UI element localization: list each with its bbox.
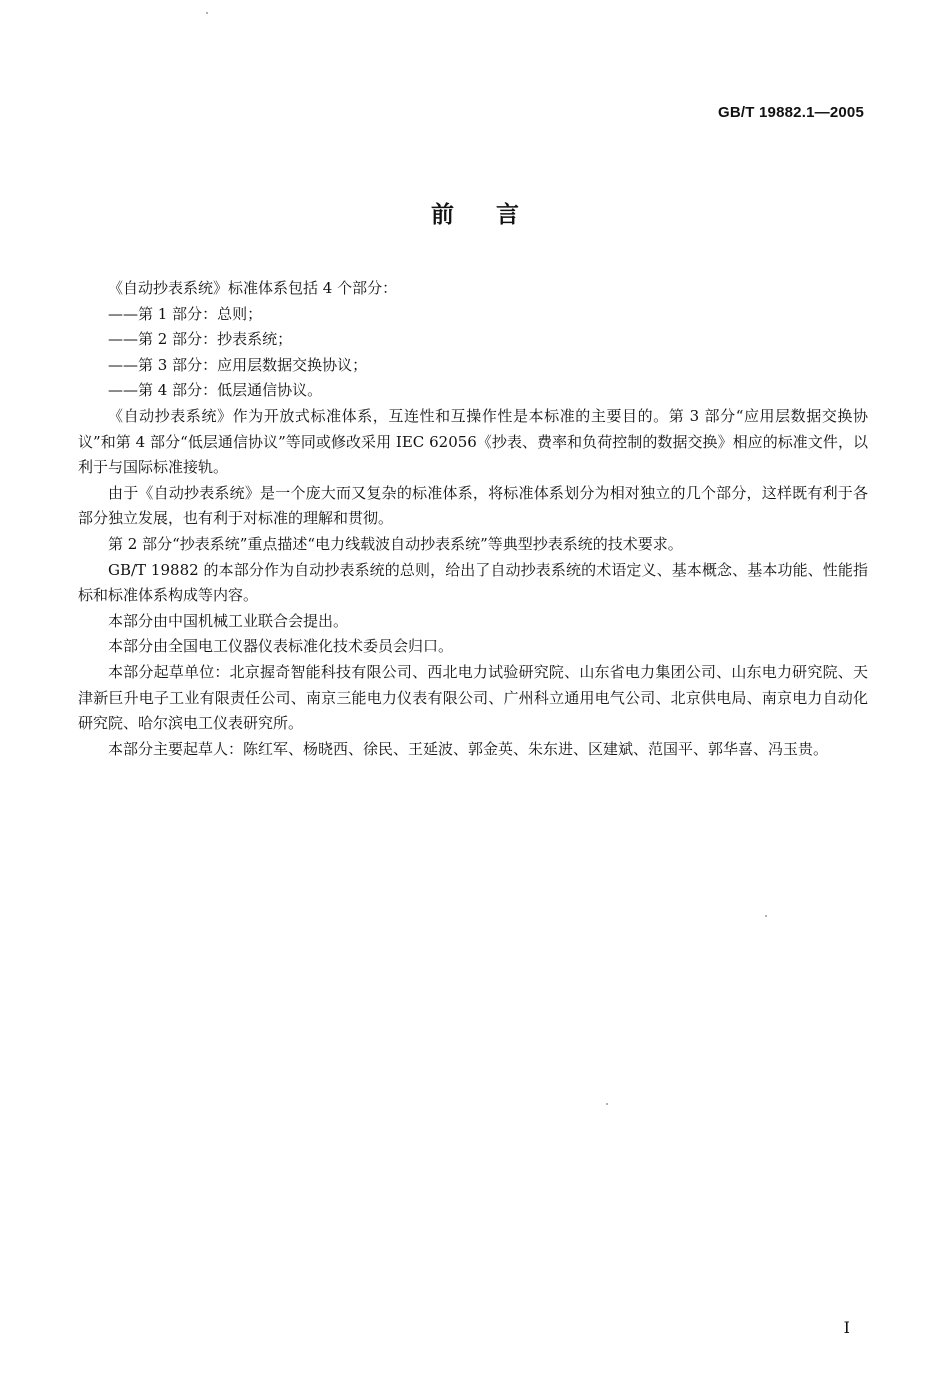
- intro-paragraph: 《自动抄表系统》标准体系包括 4 个部分：: [108, 279, 398, 297]
- standard-number: GB/T 19882.1—2005: [718, 104, 864, 121]
- part-list-item: ——第 4 部分：低层通信协议。: [108, 381, 323, 400]
- part-list-item: ——第 2 部分：抄表系统；: [108, 330, 293, 349]
- scan-speck: [606, 1103, 608, 1105]
- scan-speck: [206, 12, 208, 14]
- body-paragraph: 本部分由中国机械工业联合会提出。: [108, 611, 349, 630]
- drafting-units-paragraph: 本部分起草单位：北京握奇智能科技有限公司、西北电力试验研究院、山东省电力集团公司、山东电力研究院、天津新巨升电子工业有限责任公司、南京三能电力仪表有限公司、广州科立通用电气公司、北京供电局、南京电力自动化研究院、哈尔滨电工仪表研究所。: [78, 662, 868, 733]
- part-list-item: ——第 1 部分：总则；: [108, 304, 263, 323]
- body-paragraph: 《自动抄表系统》作为开放式标准体系，互连性和互操作性是本标准的主要目的。第 3 部分“应用层数据交换协议”和第 4 部分“低层通信协议”等同或修改采用 IEC 62056《抄表、费率和负荷控制的数据交换》相应的标准文件，以利于与国际标准接轨。: [78, 406, 868, 477]
- page-title: 前言: [431, 202, 561, 228]
- drafters-paragraph: 本部分主要起草人：陈红军、杨晓西、徐民、王延波、郭金英、朱东进、区建斌、范国平、郭华喜、冯玉贵。: [108, 739, 829, 758]
- body-paragraph: GB/T 19882 的本部分作为自动抄表系统的总则，给出了自动抄表系统的术语定义、基本概念、基本功能、性能指标和标准体系构成等内容。: [78, 560, 868, 605]
- page-number: I: [843, 1318, 850, 1337]
- body-paragraph: 第 2 部分“抄表系统”重点描述“电力线载波自动抄表系统”等典型抄表系统的技术要求。: [108, 534, 683, 553]
- body-paragraph: 由于《自动抄表系统》是一个庞大而又复杂的标准体系，将标准体系划分为相对独立的几个部分，这样既有利于各部分独立发展，也有利于对标准的理解和贯彻。: [78, 483, 868, 528]
- foreword-body: [78, 276, 868, 762]
- body-paragraph: 本部分由全国电工仪器仪表标准化技术委员会归口。: [108, 637, 454, 656]
- scan-speck: [765, 915, 767, 917]
- part-list-item: ——第 3 部分：应用层数据交换协议；: [108, 355, 368, 374]
